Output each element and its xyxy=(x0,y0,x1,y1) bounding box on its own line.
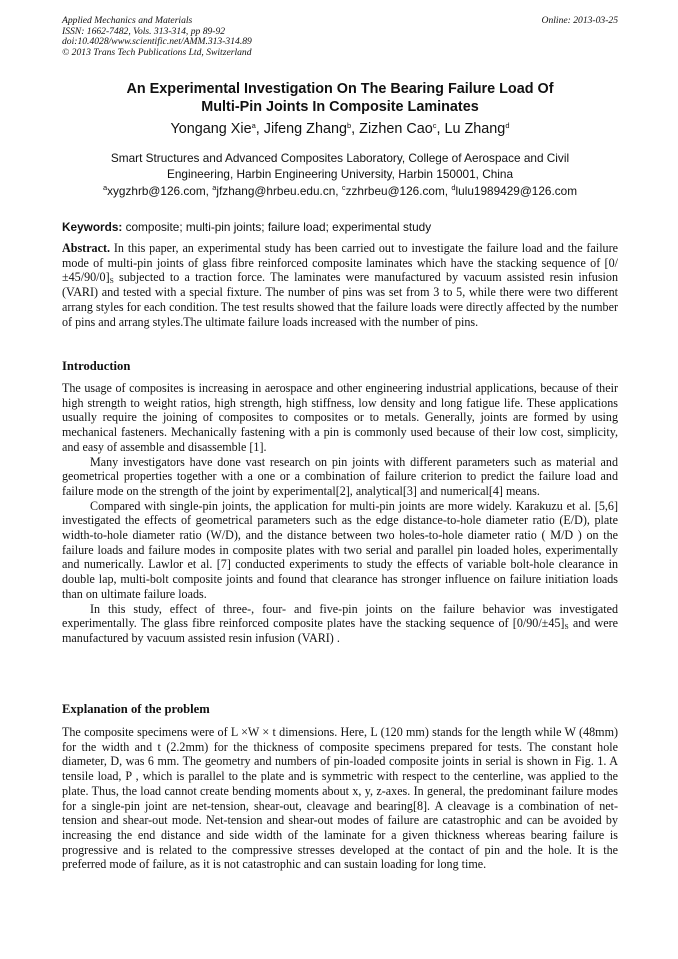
email-address[interactable]: lulu1989429@126.com xyxy=(455,184,578,198)
email-address[interactable]: zzhrbeu@126.com xyxy=(345,184,445,198)
author-name: Lu Zhang xyxy=(444,121,506,137)
intro-section xyxy=(62,381,618,646)
email-list xyxy=(62,184,618,199)
intro-paragraph-4 xyxy=(62,602,618,646)
email-mark: d xyxy=(451,183,456,192)
journal-name: Applied Mechanics and Materials xyxy=(62,15,193,26)
abstract-subscript: S xyxy=(109,276,114,286)
intro-p4-subscript: S xyxy=(564,622,569,632)
affiliation-line-2: Engineering, Harbin Engineering University, Harbin 150001, China xyxy=(166,167,514,181)
journal-issn: ISSN: 1662-7482, Vols. 313-314, pp 89-92 xyxy=(62,25,226,37)
email-address[interactable]: jfzhang@hrbeu.edu.cn xyxy=(216,184,336,198)
abstract xyxy=(62,241,618,329)
problem-paragraph-1: The composite specimens were of L ×W × t dimensions. Here, L (120 mm) stands for the length while W (48mm) for the width and t (2.2mm) for the thickness of composite specimens prepared for tests. The constant hole diameter, D, was 6 mm. The geometry and numbers of pin-loaded composite joints in serial is shown in Fig. 1. A tensile load, P , which is parallel to the plate and is symmetric with respect to the centerline, was applied to the plate. Thus, the load cannot create bending moments about x, y, z-axes. In general, the predominant failure modes for a single-pin joint are net-tension, shear-out, cleavage and bearing[8]. A cleavage is a combination of net-tension and shear-out mode. Net-tension and shear-out modes of failure are catastrophic and can be avoided by increasing the end distance and side width of the laminate for a given thickness whereas bearing failure is progressive and is related to the compressive stresses developed at the contact of pin and the hole. It is the preferred mode of failure, as it is not catastrophic and can sustain loading for long time. xyxy=(62,725,618,872)
author-affil-mark: c xyxy=(432,121,437,130)
intro-paragraph-2: Many investigators have done vast research on pin joints with different parameters such as material and geometrical properties together with a one or a combination of failure criterion to predict the failure load and failure mode on the strength of the joint by experimental[2], analytical[3] and numerical[4] means. xyxy=(62,454,618,498)
intro-p4-text-1: In this study, effect of three-, four- and five-pin joints on the failure behavior was investigated experimentally. The glass fibre reinforced composite plates have the stacking sequence of [0/90/±45] xyxy=(62,601,618,631)
journal-copyright: © 2013 Trans Tech Publications Ltd, Switzerland xyxy=(62,46,252,58)
author-separator: , xyxy=(255,121,264,137)
email-separator: , xyxy=(205,184,213,198)
affiliation-line-1: Smart Structures and Advanced Composites Laboratory, College of Aerospace and Civil xyxy=(110,151,570,165)
intro-heading: Introduction xyxy=(62,359,131,373)
abstract-paragraph xyxy=(62,241,618,329)
affiliation xyxy=(62,150,618,182)
author-affil-mark: b xyxy=(346,121,352,130)
author-list xyxy=(62,120,618,138)
title-line-2: Multi-Pin Joints In Composite Laminates xyxy=(201,99,479,115)
email-address[interactable]: xygzhrb@126.com xyxy=(107,184,206,198)
email-mark: a xyxy=(102,183,108,192)
problem-section xyxy=(62,725,618,872)
author-affil-mark: a xyxy=(251,121,256,130)
email-separator: , xyxy=(335,184,342,198)
title-line-1: An Experimental Investigation On The Bearing Failure Load Of xyxy=(126,81,554,97)
email-mark: c xyxy=(341,183,346,192)
author-affil-mark: d xyxy=(505,121,510,130)
online-date: Online: 2013-03-25 xyxy=(541,15,618,26)
journal-doi: doi:10.4028/www.scientific.net/AMM.313-314.89 xyxy=(62,36,252,48)
author-separator: , xyxy=(436,121,445,137)
email-separator: , xyxy=(444,184,452,198)
author-name: Yongang Xie xyxy=(170,121,252,137)
author-separator: , xyxy=(351,121,360,137)
abstract-text-1: In this paper, an experimental study has been carried out to investigate the failure load and the failure mode of multi-pin joints of glass fibre reinforced composite laminates which have the stacking sequence of [0/±45/90/0] xyxy=(62,241,618,285)
paper-title xyxy=(62,80,618,116)
email-mark: a xyxy=(212,183,217,192)
author-name: Zizhen Cao xyxy=(359,121,433,137)
abstract-text-2: subjected to a traction force. The laminates were manufactured by vacuum assisted resin infusion (VARI) and tested with a special fixture. The number of pins was set from 3 to 5, while there were two different arrang styles for each condition. The test results showed that the failure loads were directly affected by the number of pins and arrang styles.The ultimate failure loads increased with the number of pins. xyxy=(62,270,618,329)
author-name: Jifeng Zhang xyxy=(263,121,347,137)
intro-paragraph-3: Compared with single-pin joints, the application for multi-pin joints are more widely. Karakuzu et al. [5,6] investigated the effects of geometrical parameters such as the edge distance-to-hole diameter ratio (E/D), plate width-to-hole diameter ratio (W/D), and the distance between two holes-to-hole diameter ratio ( M/D ) on the failure loads and failure modes in composite plates with two serial and parallel pin loaded holes, experimentally and numerically. Lawlor et al. [7] conducted experiments to study the effects of variable bolt-hole clearance in double lap, multi-bolt composite joints and found that clearance has stronger influence on failure initiation loads than on ultimate failure loads. xyxy=(62,498,618,601)
intro-paragraph-1: The usage of composites is increasing in aerospace and other engineering industrial applications, because of their high strength to weight ratios, high strength, high stiffness, low density and long fatigue life. These applications usually require the joining of composites to composites or to metals. Generally, joints are formed by using mechanical fasteners. Mechanically fastening with a pin is commonly used because of their low cost, simplicity, and easy of assemble and disassemble [1]. xyxy=(62,381,618,454)
keywords-label: Keywords: xyxy=(62,220,123,234)
keywords xyxy=(62,220,618,235)
keywords-text: composite; multi-pin joints; failure load; experimental study xyxy=(125,220,432,234)
intro-p4-text-2: and were manufactured by vacuum assisted resin infusion (VARI) . xyxy=(62,616,619,645)
abstract-label: Abstract. xyxy=(62,241,111,255)
journal-header xyxy=(62,16,618,58)
problem-heading: Explanation of the problem xyxy=(62,702,210,716)
